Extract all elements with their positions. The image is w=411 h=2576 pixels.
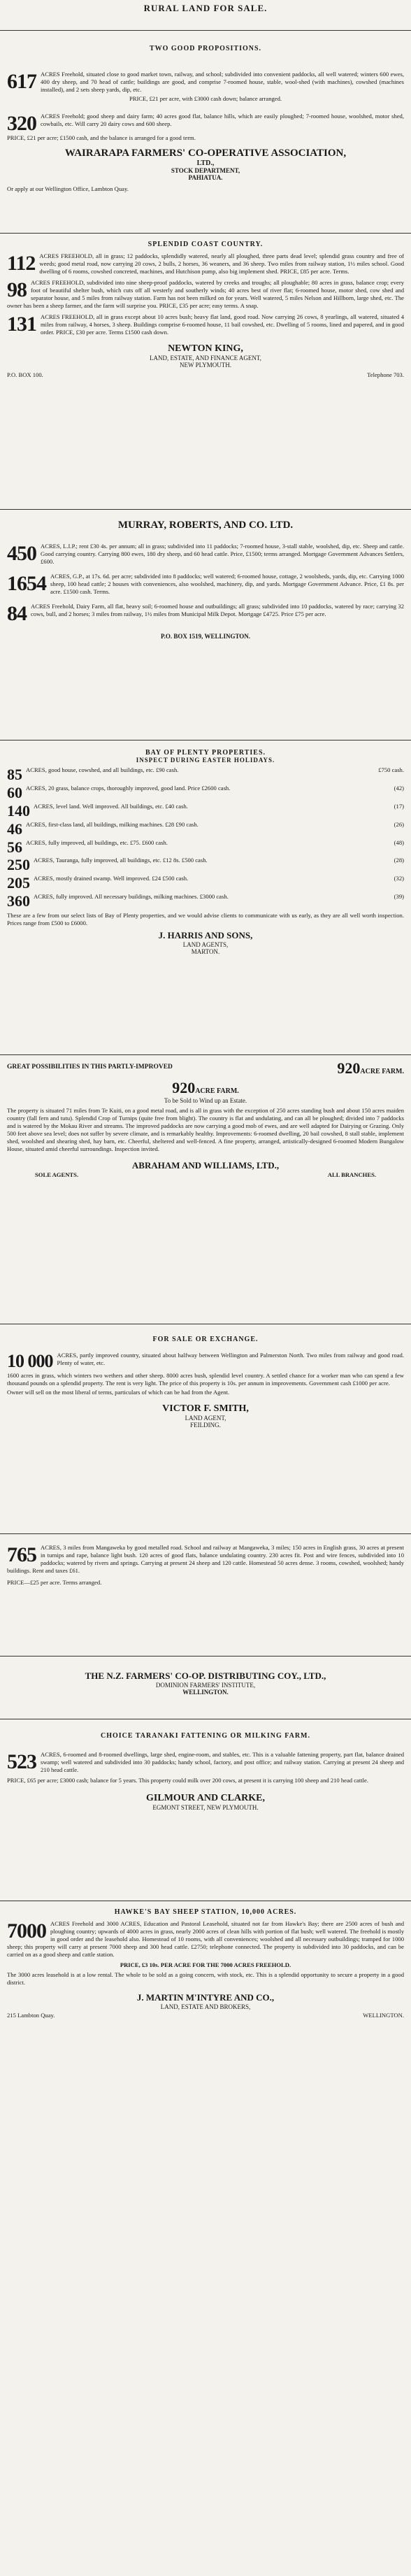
- listing-ref: (42): [394, 784, 404, 792]
- firm-address: EGMONT STREET, NEW PLYMOUTH.: [152, 1804, 259, 1811]
- acreage-number: 205: [7, 874, 30, 892]
- ad-wairarapa: [0, 31, 411, 234]
- listing-ref: (17): [394, 802, 404, 810]
- listing-text: ACRES FREEHOLD, subdivided into nine sheep-proof paddocks, watered by creeks and troughs; all ploughable; 80 acres in grass, balance crop; every foot of beautiful shelter bush, which cuts off all westerly and southerly winds; 40 acres best of river flat; 6-roomed house, motor shed, cow shed and separator house, and 5 miles from railway station. Farm has not been milked on for years. Well watered, 5 miles Nelson and Hillborn, large shed, etc. The owner has been a sheep farmer, and the farm will surprise you. PRICE, £35 per acre; easy terms. A snap.: [7, 279, 404, 309]
- ad-nz-farmers: [0, 1656, 411, 1719]
- ad-subheading: INSPECT DURING EASTER HOLIDAYS.: [136, 757, 275, 764]
- ad-heading: TWO GOOD PROPOSITIONS.: [149, 45, 262, 52]
- acreage-label: ACRE FARM.: [360, 1068, 404, 1075]
- listing-item: [7, 857, 404, 873]
- listing-text: ACRES, G.P., at 17s. 6d. per acre; subdivided into 8 paddocks; well watered; 6-roomed house, cottage, 2 woolsheds, yards, dip, etc. Carrying 1000 sheep, 100 head cattle; 2 houses with conveniences, also woolshed, machinery, dip, and yards. Mortgage Government Advance. Price, £1 8s. per acre. £1500 cash. Terms.: [50, 573, 404, 595]
- listing-text: ACRES FREEHOLD, all in grass except about 10 acres bush; heavy flat land, good road. Now carrying 26 cows, 8 yearlings, all watered, situated 4 miles from railway, 4 horses, 3 sheep. Buildings comprise 6-roomed house, 11 bail cowshed, etc. Dwelling of 5 rooms, lined and papered, and in good order. PRICE, £30 per acre. Terms £1500 cash down.: [41, 313, 404, 336]
- section-header-ad: [0, 0, 411, 31]
- firm-name: MURRAY, ROBERTS, AND CO. LTD.: [117, 520, 294, 531]
- firm-town: WELLINGTON.: [182, 1689, 229, 1696]
- ad-murray-roberts: [0, 510, 411, 740]
- listing-price: PRICE, £65 per acre; £3000 cash; balance for 5 years. This property could milk over 200 cows, at present it is carrying 100 sheep and 210 head cattle.: [7, 1777, 368, 1784]
- acreage-number: 98: [7, 278, 27, 301]
- org-ltd: LTD.,: [196, 159, 215, 167]
- listing-text: ACRES, Tauranga, fully improved, all buildings, etc. £12 8s. £500 cash.: [34, 857, 208, 864]
- page-header: RURAL LAND FOR SALE.: [143, 3, 268, 13]
- listing-item: [7, 785, 404, 801]
- listing-text: ACRES, 3 miles from Mangaweka by good metalled road. School and railway at Mangaweka, 3 miles; 150 acres in English grass, 30 acres at present in turnips and rape, balance light bush. 120 acres of good flats, balance undulating country. 230 acres fit. Post and wire fences, subdivided into 10 paddocks; watered by rivers and springs. Carrying at present 24 sheep and 120 cattle. Homestead 50 acres dense. 3 rooms, cowshed, woolshed; handy buildings. Rent and taxes £61.: [7, 1544, 404, 1574]
- listing-text: ACRES, mostly drained swamp. Well improved. £24 £500 cash.: [34, 875, 189, 882]
- ad-abraham-williams: [0, 1055, 411, 1324]
- org-dept: STOCK DEPARTMENT,: [171, 167, 240, 174]
- agent-name: VICTOR F. SMITH,: [162, 1403, 249, 1415]
- firm-town: WELLINGTON.: [363, 2012, 404, 2019]
- acreage-number: 85: [7, 766, 22, 783]
- listing-item: [7, 875, 404, 891]
- acreage-number: 56: [7, 838, 22, 856]
- listing-item: [7, 766, 404, 782]
- agent-desc: LAND, ESTATE, AND FINANCE AGENT,: [150, 355, 261, 362]
- listing-text: ACRES, level land. Well improved. All buildings, etc. £40 cash.: [34, 802, 188, 810]
- acreage-number: 10 000: [7, 1351, 53, 1371]
- listing-text: The 3000 acres leasehold is at a low rental. The whole to be sold as a going concern, with stock, etc. This is a splendid opportunity to secure a property in a good district.: [7, 1971, 404, 1986]
- org-name: WAIRARAPA FARMERS' CO-OPERATIVE ASSOCIATION,: [64, 148, 347, 159]
- listing-text: ACRES Freehold and 3000 ACRES, Education and Pastoral Leasehold, situated not far from Hawke's Bay; there are 2500 acres of bush and ploughing country; upwards of 4000 acres in grass, nearly 2000 acres of clean hills with portion of flat bush; well watered. The freehold is mostly in good order and the leasehold also. Homestead of 10 rooms, with all conveniences; woolshed and all necessary outbuildings; tramped for 1000 sheep; this property will carry at present 7000 sheep and 300 head cattle. £2750; telephone connected. The property is subdivided into 30 paddocks, and can be carried on as a good sheep and cattle station.: [7, 1920, 404, 1958]
- listing-text: Owner will sell on the most liberal of terms, particulars of which can be had from the Agent.: [7, 1389, 230, 1396]
- listing-text: ACRES, 20 grass, balance crops, thoroughly improved, good land. Price £2600 cash.: [26, 784, 231, 792]
- listing-text: ACRES Freehold; good sheep and dairy farm; 40 acres good flat, balance hills, which are easily ploughed; 7-roomed house, woolshed, motor shed, cowbails, etc. Will carry 20 dairy cows and 600 sheep.: [41, 113, 404, 127]
- ad-mangaweka: [0, 1534, 411, 1656]
- ad-heading: FOR SALE OR EXCHANGE.: [152, 1336, 259, 1343]
- listing-text: ACRES, first-class land, all buildings, milking machines. £28 £90 cash.: [26, 820, 199, 828]
- listing-price: PRICE—£25 per acre. Terms arranged.: [7, 1579, 102, 1586]
- agent-desc: LAND AGENTS,: [182, 941, 229, 949]
- listing-item: [7, 821, 404, 837]
- listing-price: PRICE, £21 per acre; £1500 cash, and the balance is arranged for a good term.: [7, 134, 196, 141]
- listing-text: The property is situated 71 miles from Te Kuiti, on a good metal road, and is all in grass with the exception of 250 acres standing bush and about 150 acres maiden country (fall fern and tutu). Splendid Crop of Turnips (quite free from blight). The country is flat and undulating, and can all be ploughed; divided into 7 paddocks and is watered by the Mokau River and streams. The improved paddocks are now carrying a good mob of ewes, and are well adapted for Dairying or Grazing. Only 500 feet above sea level; does not suffer by severe climate, and is remarkably healthy. Improvements: 6-roomed dwelling, 20 bail cowshed, 8 stall stable, implement shed, woolshed and shearing shed, hay barn, etc. Cheerful, sheltered and well-fenced. A fine property, arranged, artistically-designed 6-roomed Modern Bungalow House, situated amid cheerful surroundings. Inspection invited.: [7, 1107, 404, 1152]
- acreage-number: 131: [7, 313, 36, 336]
- org-town: PAHIATUA.: [188, 174, 223, 181]
- ad-heading: SPLENDID COAST COUNTRY.: [147, 241, 264, 248]
- listing-item: [7, 839, 404, 855]
- listing-price: PRICE, £21 per acre, with £3000 cash down; balance arranged.: [129, 95, 282, 102]
- firm-dept: DOMINION FARMERS' INSTITUTE,: [155, 1682, 256, 1689]
- listing-item: [7, 893, 404, 909]
- firm-desc: SOLE AGENTS.: [35, 1171, 79, 1178]
- apply-note: Or apply at our Wellington Office, Lambton Quay.: [7, 185, 129, 192]
- acreage-number: 617: [7, 70, 36, 93]
- agent-town: FEILDING.: [190, 1422, 221, 1429]
- listing-ref: (39): [394, 893, 404, 901]
- listing-text: ACRES, fully improved, all buildings, etc. £75. £600 cash.: [26, 838, 168, 846]
- firm-name: GILMOUR AND CLARKE,: [146, 1793, 265, 1803]
- ad-heading: HAWKE'S BAY SHEEP STATION, 10,000 ACRES.: [114, 1908, 297, 1916]
- acreage-number: 320: [7, 112, 36, 135]
- acreage-number: 60: [7, 783, 22, 801]
- listing-text: ACRES FREEHOLD, all in grass; 12 paddocks, splendidly watered, nearly all ploughed, three parts dead level; splendid grass country and free of weeds; good metal road, now carrying 20 cows, 2 bulls, 2 horses, 36 weaners, and 36 sheep. Two miles from railway station, 1½ miles school. Good dwelling of 6 rooms, cowshed concreted, machines, and Hutchison pump, also big implement shed. PRICE, £85 per acre. Terms.: [39, 252, 404, 275]
- agent-name: NEWTON KING,: [168, 343, 243, 354]
- ad-heading: BAY OF PLENTY PROPERTIES.: [145, 749, 266, 757]
- listing-ref: (48): [394, 838, 404, 846]
- acreage-number: 140: [7, 801, 30, 820]
- listing-text: ACRES, 6-roomed and 8-roomed dwellings, large shed, engine-room, and stables, etc. This is a valuable fattening property, part flat, balance drained swamp; well watered and subdivided into 30 paddocks; handy school, factory, and post office; and railway station. Carrying at present 24 sheep and 210 head cattle.: [41, 1751, 404, 1773]
- telephone: Telephone 703.: [367, 371, 404, 378]
- firm-name: THE N.Z. FARMERS' CO-OP. DISTRIBUTING COY., LTD.,: [85, 1670, 326, 1681]
- firm-desc: LAND, ESTATE AND BROKERS,: [160, 2003, 251, 2010]
- acreage-number: 250: [7, 856, 30, 874]
- listing-text: ACRES, partly improved country, situated about halfway between Wellington and Palmerston North. Two miles from railway and good road. Plenty of water, etc.: [57, 1352, 404, 1366]
- listing-note: These are a few from our select lists of Bay of Plenty properties, and we would advise clients to communicate with us early, as they are all well worth inspection. Prices range from £500 to £6000.: [7, 912, 404, 927]
- po-box: P.O. BOX 100.: [7, 371, 43, 378]
- acreage-label: ACRE FARM.: [195, 1087, 239, 1095]
- acreage-number: 84: [7, 602, 27, 625]
- ad-mintyre: [0, 1901, 411, 2146]
- ad-j-harris: [0, 740, 411, 1055]
- agent-name: J. HARRIS AND SONS,: [158, 930, 253, 941]
- listing-item: [7, 803, 404, 819]
- ad-line: To be Sold to Wind up an Estate.: [164, 1097, 247, 1104]
- listing-ref: (26): [394, 820, 404, 828]
- po-box: P.O. BOX 1519, WELLINGTON.: [160, 633, 251, 640]
- listing-text: ACRES, fully improved. All necessary buildings, milking machines. £3000 cash.: [34, 893, 229, 901]
- firm-branches: ALL BRANCHES.: [327, 1171, 376, 1178]
- listing-text: ACRES, L.I.P.; rent £30 4s. per annum; all in grass; subdivided into 11 paddocks; 7-roomed house, 3-stall stable, woolshed, dip, etc. Sheep and cattle. Good carrying country. Carrying 800 ewes, 180 dry sheep, and 60 head cattle. Price, £1500; terms arranged. Mortgage Government Advances Settlers, £600.: [41, 543, 404, 565]
- listing-text: ACRES Freehold, situated close to good market town, railway, and school; subdivided into convenient paddocks, all well watered; winters 600 ewes, 400 dry sheep, and 70 head of cattle; buildings are good, and comprise 7-roomed house, stable, wool-shed (with machines), cowshed (machines installed), and 2 sets sheep yards, dip, etc.: [41, 71, 404, 93]
- acreage-number: 112: [7, 252, 36, 275]
- acreage-number: 46: [7, 820, 22, 838]
- listing-text: 1600 acres in grass, which winters two wethers and other sheep. 8000 acres bush, splendid level country. A settled chance for a worker man who can spend a few thousand pounds on a splendid property. The rent is very light. The price of this property is 10s. per annum in improvements. Government cash £1000 per acre.: [7, 1372, 404, 1387]
- ad-newton-king: [0, 234, 411, 510]
- listing-ref: (32): [394, 875, 404, 882]
- listing-price: PRICE, £3 10s. PER ACRE FOR THE 7000 ACRES FREEHOLD.: [120, 1961, 291, 1968]
- ad-heading: GREAT POSSIBILITIES IN THIS PARTLY-IMPROVED: [7, 1064, 173, 1071]
- listing-list: [7, 766, 404, 909]
- ad-heading: CHOICE TARANAKI FATTENING OR MILKING FARM.: [101, 1732, 310, 1740]
- agent-town: NEW PLYMOUTH.: [180, 362, 231, 368]
- agent-town: MARTON.: [191, 948, 220, 956]
- listing-ref: £750 cash.: [378, 766, 404, 773]
- acreage-number: 450: [7, 542, 36, 565]
- acreage-number: 1654: [7, 572, 46, 595]
- firm-address: 215 Lambton Quay.: [7, 2012, 55, 2019]
- listing-text: ACRES, good house, cowshed, and all buildings, etc. £90 cash.: [26, 766, 179, 773]
- listing-ref: (28): [394, 857, 404, 864]
- firm-name: ABRAHAM AND WILLIAMS, LTD.,: [131, 1160, 280, 1171]
- acreage-number: 523: [7, 1750, 36, 1773]
- ad-victor-smith: [0, 1324, 411, 1534]
- acreage-number: 920: [172, 1079, 196, 1096]
- listing-text: ACRES Freehold, Dairy Farm, all flat, heavy soil; 6-roomed house and outbuildings; all grass; subdivided into 10 paddocks, watered by race; carrying 32 cows, bull, and 2 horses; 3 miles from railway, 1½ miles from Municipal Milk Depot. Mortgage £4725. Price £75 per acre.: [31, 603, 404, 617]
- ad-gilmour-clarke: [0, 1719, 411, 1901]
- acreage-number: 7000: [7, 1919, 46, 1942]
- agent-desc: LAND AGENT,: [185, 1415, 226, 1422]
- acreage-number: 765: [7, 1543, 36, 1566]
- acreage-number: 920: [337, 1059, 361, 1077]
- firm-name: J. MARTIN M'INTYRE AND CO.,: [136, 1992, 275, 2003]
- acreage-number: 360: [7, 892, 30, 910]
